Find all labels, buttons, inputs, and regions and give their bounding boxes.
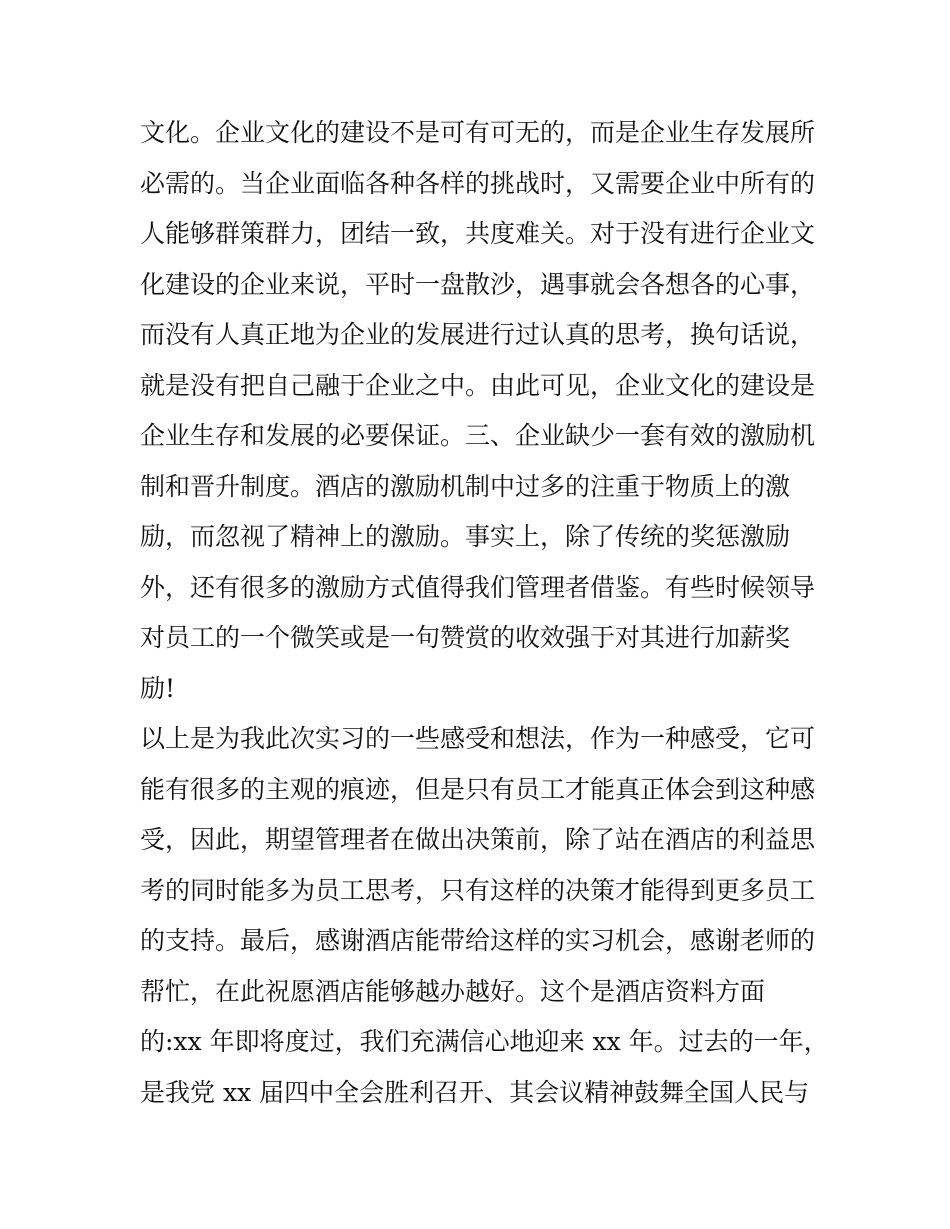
text-line: 而没有人真正地为企业的发展进行过认真的思考，换句话说，: [140, 320, 816, 349]
text-line: 考的同时能多为员工思考，只有这样的决策才能得到更多员工: [140, 875, 816, 905]
text-line: 企业生存和发展的必要保证。三、企业缺少一套有效的激励机: [140, 421, 816, 450]
text-line: 人能够群策群力，团结一致，共度难关。对于没有进行企业文: [140, 219, 816, 248]
text-line: 制和晋升制度。酒店的激励机制中过多的注重于物质上的激: [140, 471, 791, 501]
text-line: 就是没有把自己融于企业之中。由此可见，企业文化的建设是: [140, 370, 816, 400]
text-line: 对员工的一个微笑或是一句赞赏的收效强于对其进行加薪奖: [140, 623, 791, 652]
body-text: [140, 108, 830, 1118]
text-line: 的:xx 年即将度过，我们充满信心地迎来 xx 年。过去的一年，: [140, 1027, 829, 1056]
text-line: 受，因此，期望管理者在做出决策前，除了站在酒店的利益思: [140, 825, 816, 854]
text-line: 必需的。当企业面临各种各样的挑战时，又需要企业中所有的: [140, 168, 816, 198]
text-line: 以上是为我此次实习的一些感受和想法，作为一种感受，它可: [140, 724, 816, 753]
text-line: 能有很多的主观的痕迹，但是只有员工才能真正体会到这种感: [140, 774, 816, 804]
text-line: 化建设的企业来说，平时一盘散沙，遇事就会各想各的心事，: [140, 269, 816, 299]
text-line: 文化。企业文化的建设不是可有可无的，而是企业生存发展所: [140, 118, 816, 147]
text-line: 励!: [140, 673, 176, 703]
text-line: 励，而忽视了精神上的激励。事实上，除了传统的奖惩激励: [140, 522, 791, 551]
text-line: 外，还有很多的激励方式值得我们管理者借鉴。有些时候领导: [140, 572, 816, 602]
text-line: 帮忙，在此祝愿酒店能够越办越好。这个是酒店资料方面: [140, 976, 766, 1006]
text-line: 的支持。最后，感谢酒店能带给这样的实习机会，感谢老师的: [140, 926, 816, 955]
text-line: 是我党 xx 届四中全会胜利召开、其会议精神鼓舞全国人民与: [140, 1077, 810, 1107]
